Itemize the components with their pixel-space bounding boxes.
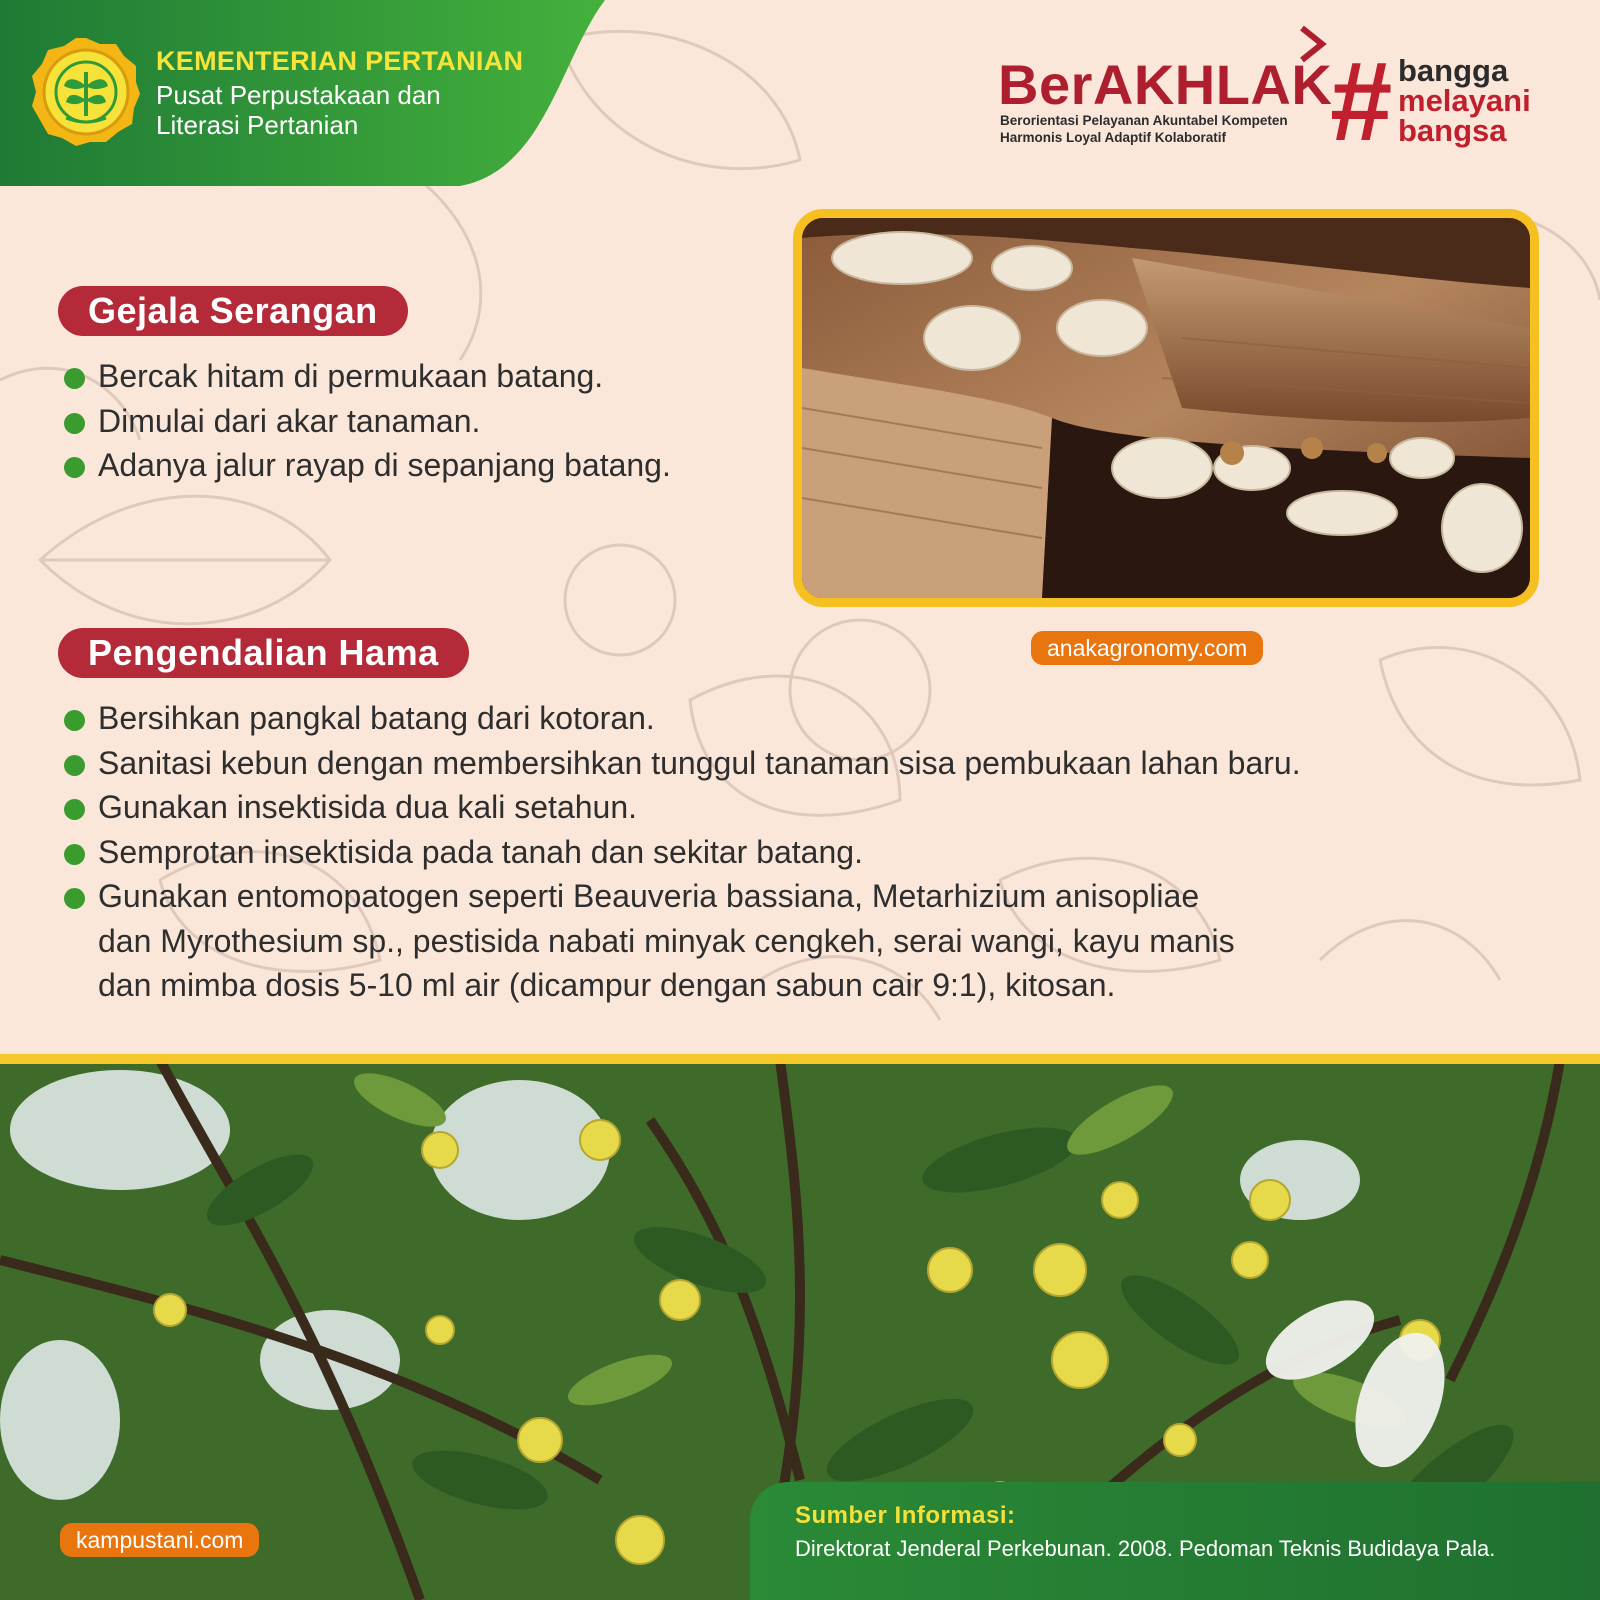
tagline: bangga melayani bangsa	[1398, 53, 1531, 148]
termite-illustration	[802, 218, 1530, 598]
berakhlak-logo: BerAKHLAK	[998, 53, 1333, 116]
list-item: Gunakan entomopatogen seperti Beauveria bassiana, Metarhizium anisopliae dan Myrothesium sp., pestisida nabati minyak cengkeh, serai wangi, kayu manis dan mimba dosis 5-10 ml air (dicampur dengan sabun cair 9:1), kitosan.	[58, 874, 1538, 1008]
termite-photo	[793, 209, 1539, 607]
section-title-gejala: Gejala Serangan	[58, 286, 408, 336]
list-item: Gunakan insektisida dua kali setahun.	[58, 785, 1538, 830]
source-title: Sumber Informasi:	[795, 1502, 1016, 1529]
divider-bar	[0, 1054, 1600, 1064]
core-values-line-2: Harmonis Loyal Adaptif Kolaboratif	[1000, 130, 1227, 145]
photo-credit-tree: kampustani.com	[60, 1523, 259, 1557]
hashtag-icon: #	[1330, 39, 1393, 164]
list-item: Bersihkan pangkal batang dari kotoran.	[58, 696, 1538, 741]
list-item: Bercak hitam di permukaan batang.	[58, 354, 778, 399]
photo-credit-termite: anakagronomy.com	[1031, 631, 1263, 665]
ministry-logo-icon	[30, 36, 142, 148]
pengendalian-list	[58, 696, 1538, 1008]
gejala-list	[58, 354, 778, 488]
core-values-line-1: Berorientasi Pelayanan Akuntabel Kompeten	[1000, 113, 1288, 128]
unit-name: Pusat Perpustakaan dan Literasi Pertanian	[156, 80, 441, 140]
source-citation: Direktorat Jenderal Perkebunan. 2008. Pedoman Teknis Budidaya Pala.	[795, 1536, 1496, 1561]
list-item: Adanya jalur rayap di sepanjang batang.	[58, 443, 778, 488]
list-item: Semprotan insektisida pada tanah dan sekitar batang.	[58, 830, 1538, 875]
list-item: Sanitasi kebun dengan membersihkan tunggul tanaman sisa pembukaan lahan baru.	[58, 741, 1538, 786]
section-title-pengendalian: Pengendalian Hama	[58, 628, 469, 678]
ministry-name: KEMENTERIAN PERTANIAN	[156, 46, 524, 76]
chevron-right-icon	[1296, 24, 1330, 64]
list-item: Dimulai dari akar tanaman.	[58, 399, 778, 444]
